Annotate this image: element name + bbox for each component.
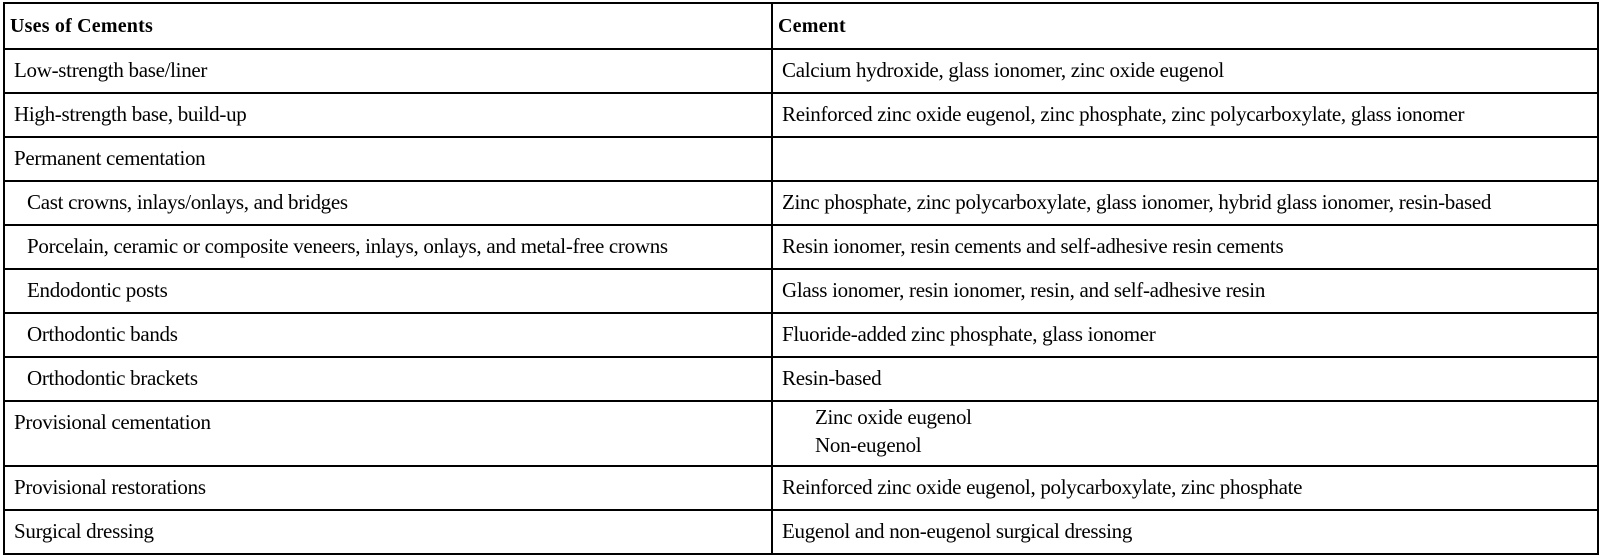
table-row [4, 510, 1598, 554]
use-cell: Provisional restorations [4, 466, 772, 510]
cement-cell: Glass ionomer, resin ionomer, resin, and self-adhesive resin [772, 269, 1598, 313]
header-cement: Cement [772, 3, 1598, 49]
cement-cell [772, 137, 1598, 181]
use-subcell: Porcelain, ceramic or composite veneers, inlays, onlays, and metal-free crowns [4, 225, 772, 269]
cement-cell: Reinforced zinc oxide eugenol, polycarboxylate, zinc phosphate [772, 466, 1598, 510]
table-row [4, 93, 1598, 137]
table-row [4, 466, 1598, 510]
cement-cell: Resin-based [772, 357, 1598, 401]
use-cell: Permanent cementation [4, 137, 772, 181]
table-header-row [4, 3, 1598, 49]
cement-cell: Resin ionomer, resin cements and self-adhesive resin cements [772, 225, 1598, 269]
use-subcell: Orthodontic bands [4, 313, 772, 357]
cement-list-item: Non-eugenol [815, 433, 922, 457]
cements-table [3, 2, 1599, 555]
cement-cell: Reinforced zinc oxide eugenol, zinc phosphate, zinc polycarboxylate, glass ionomer [772, 93, 1598, 137]
table-row [4, 137, 1598, 181]
use-cell: Low-strength base/liner [4, 49, 772, 93]
cement-list-item: Zinc oxide eugenol [815, 405, 972, 429]
cement-cell: Eugenol and non-eugenol surgical dressing [772, 510, 1598, 554]
header-uses-of-cements: Uses of Cements [4, 3, 772, 49]
table-row [4, 49, 1598, 93]
table-row [4, 225, 1598, 269]
table-row [4, 269, 1598, 313]
use-subcell: Endodontic posts [4, 269, 772, 313]
use-cell: Provisional cementation [4, 401, 772, 466]
cement-cell: Calcium hydroxide, glass ionomer, zinc oxide eugenol [772, 49, 1598, 93]
table-row [4, 401, 1598, 466]
table-row [4, 313, 1598, 357]
table-row [4, 357, 1598, 401]
use-subcell: Cast crowns, inlays/onlays, and bridges [4, 181, 772, 225]
table-row [4, 181, 1598, 225]
cement-cell: Fluoride-added zinc phosphate, glass ionomer [772, 313, 1598, 357]
cement-cell: Zinc phosphate, zinc polycarboxylate, glass ionomer, hybrid glass ionomer, resin-based [772, 181, 1598, 225]
cement-list-cell [772, 401, 1598, 466]
use-cell: Surgical dressing [4, 510, 772, 554]
use-cell: High-strength base, build-up [4, 93, 772, 137]
use-subcell: Orthodontic brackets [4, 357, 772, 401]
